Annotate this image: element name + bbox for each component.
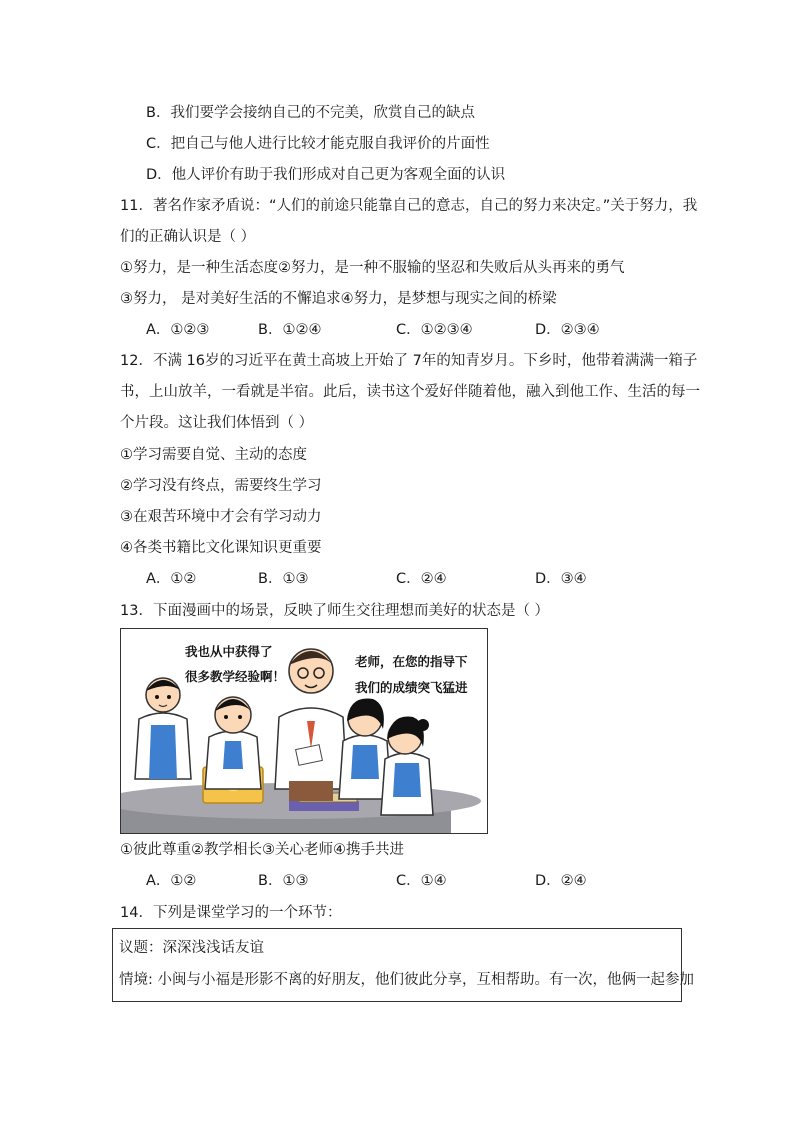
q13-stem: 13．下面漫画中的场景，反映了师生交往理想而美好的状态是（ ） xyxy=(120,603,550,619)
q11-option-c: C．①②③④ xyxy=(396,322,473,338)
q13-option-c: C．①④ xyxy=(396,873,447,889)
q11-option-a: A．①②③ xyxy=(146,322,210,338)
bubble-left-line-1: 我也从中获得了 xyxy=(185,644,273,659)
q14-scenario-box xyxy=(112,928,694,1002)
q14-context: 情境: 小闽与小福是形影不离的好朋友，他们彼此分享，互相帮助。有一次，他俩一起参加 xyxy=(119,972,694,988)
q14-stem: 14．下列是课堂学习的一个环节： xyxy=(120,905,342,921)
q12-item-4: ④各类书籍比文化课知识更重要 xyxy=(120,540,322,556)
q12-item-3: ③在艰苦环境中才会有学习动力 xyxy=(120,509,322,525)
q13-option-d: D．②④ xyxy=(535,873,587,889)
q14-topic: 议题：深深浅浅话友谊 xyxy=(119,940,264,956)
bubble-right-line-1: 老师，在您的指导下 xyxy=(355,654,468,669)
q12-item-2: ②学习没有终点，需要终生学习 xyxy=(120,478,322,494)
q12-stem-line-3: 个片段。这让我们体悟到（ ） xyxy=(120,415,314,431)
q11-stem-line-1: 11．著名作家矛盾说：“人们的前途只能靠自己的意志，自己的努力来决定。”关于努力，我 xyxy=(120,198,698,214)
q12-option-b: B．①③ xyxy=(258,571,309,587)
q12-stem-line-1: 12．不满 16岁的习近平在黄土高坡上开始了 7年的知青岁月。下乡时，他带着满满一箱子 xyxy=(120,353,698,369)
q10-option-b: B．我们要学会接纳自己的不完美，欣赏自己的缺点 xyxy=(146,105,475,121)
q12-option-c: C．②④ xyxy=(396,571,447,587)
bubble-right-line-2: 我们的成绩突飞猛进 xyxy=(355,680,468,695)
q11-option-b: B．①②④ xyxy=(258,322,322,338)
bubble-left-line-2: 很多教学经验啊！ xyxy=(185,669,286,684)
q12-item-1: ①学习需要自觉、主动的态度 xyxy=(120,447,307,463)
q13-option-a: A．①② xyxy=(146,873,197,889)
q11-option-d: D．②③④ xyxy=(535,322,600,338)
q12-option-a: A．①② xyxy=(146,571,197,587)
q13-option-b: B．①③ xyxy=(258,873,309,889)
q11-item-line-1: ①努力，是一种生活态度②努力，是一种不服输的坚忍和失败后从头再来的勇气 xyxy=(120,260,625,276)
q10-option-c: C．把自己与他人进行比较才能克服自我评价的片面性 xyxy=(146,136,490,152)
q11-item-line-2: ③努力， 是对美好生活的不懈追求④努力，是梦想与现实之间的桥梁 xyxy=(120,291,557,307)
q12-stem-line-2: 书，上山放羊，一看就是半宿。此后，读书这个爱好伴随着他，融入到他工作、生活的每一 xyxy=(120,384,700,400)
q13-items: ①彼此尊重②教学相长③关心老师④携手共进 xyxy=(120,842,404,858)
q12-option-d: D．③④ xyxy=(535,571,587,587)
q13-comic-illustration xyxy=(120,628,488,834)
q11-stem-line-2: 们的正确认识是（ ） xyxy=(120,229,256,245)
q10-option-d: D．他人评价有助于我们形成对自己更为客观全面的认识 xyxy=(146,167,506,183)
